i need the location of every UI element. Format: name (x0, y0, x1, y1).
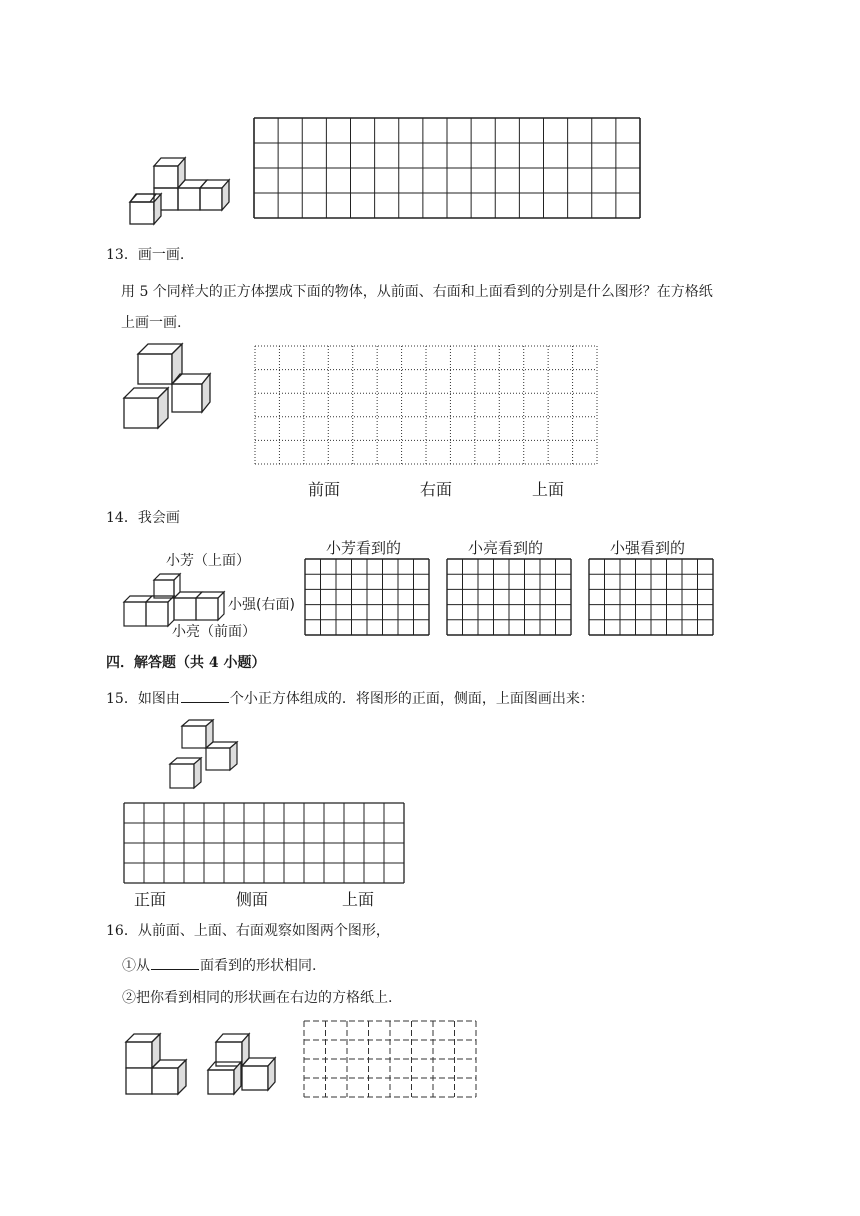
grid-xiaofang (305, 559, 431, 637)
label-side: 侧面 (236, 890, 269, 909)
answer-blank[interactable] (181, 688, 229, 703)
question-number: 15． (106, 691, 138, 707)
question-number: 14． (106, 510, 138, 526)
question-title: 画一画. (137, 247, 185, 263)
question-16-item1 (122, 955, 316, 976)
grid-top (254, 118, 642, 220)
question-number: 13． (106, 247, 138, 263)
label-front: 正面 (134, 890, 167, 909)
label-xiaoliang-front: 小亮（前面） (172, 624, 256, 640)
question-16-item2: ②把你看到相同的形状画在右边的方格纸上. (122, 990, 393, 1006)
question-title: 我会画 (137, 510, 180, 526)
section-heading: 四．解答题（共 4 小题） (106, 655, 266, 671)
cube-figure-q15 (166, 718, 238, 792)
label-top: 上面 (342, 890, 375, 909)
label-front: 前面 (308, 480, 341, 499)
cube-figure-q13 (120, 342, 220, 430)
label-xiaoqiang-right: 小强(右面) (228, 597, 295, 613)
text-after: 个小正方体组成的．将图形的正面，侧面，上面图画出来： (229, 691, 594, 707)
grid-q16 (304, 1021, 478, 1099)
question-number: 16． (106, 923, 138, 939)
question-13-text-line2: 上画一画. (121, 315, 182, 331)
label-xiaofang-top: 小芳（上面） (166, 553, 250, 569)
question-16-title (106, 921, 390, 941)
grid-title-xiaoliang: 小亮看到的 (468, 539, 544, 557)
answer-blank[interactable] (151, 955, 199, 970)
cube-figure-q16-right (204, 1032, 276, 1098)
question-13-text-line1: 用 5 个同样大的正方体摆成下面的物体，从前面、右面和上面看到的分别是什么图形？在方格纸 (121, 284, 713, 300)
grid-q15 (124, 803, 406, 885)
label-right: 右面 (420, 480, 453, 499)
grid-xiaoliang (447, 559, 573, 637)
grid-xiaoqiang (589, 559, 715, 637)
question-14-title (106, 508, 180, 528)
question-title: 从前面、上面、右面观察如图两个图形， (137, 923, 390, 939)
question-15-text (106, 688, 594, 709)
cube-figure-q14 (120, 568, 230, 630)
grid-q13 (255, 346, 599, 466)
text-before: 如图由 (137, 691, 180, 707)
grid-title-xiaofang: 小芳看到的 (326, 539, 402, 557)
text-before: ①从 (122, 958, 150, 974)
text-after: 面看到的形状相同. (200, 958, 317, 974)
cube-figure-q16-left (122, 1030, 192, 1098)
label-top: 上面 (532, 480, 565, 499)
grid-title-xiaoqiang: 小强看到的 (610, 539, 686, 557)
question-13-title (106, 245, 184, 265)
cube-figure-top (124, 154, 234, 228)
